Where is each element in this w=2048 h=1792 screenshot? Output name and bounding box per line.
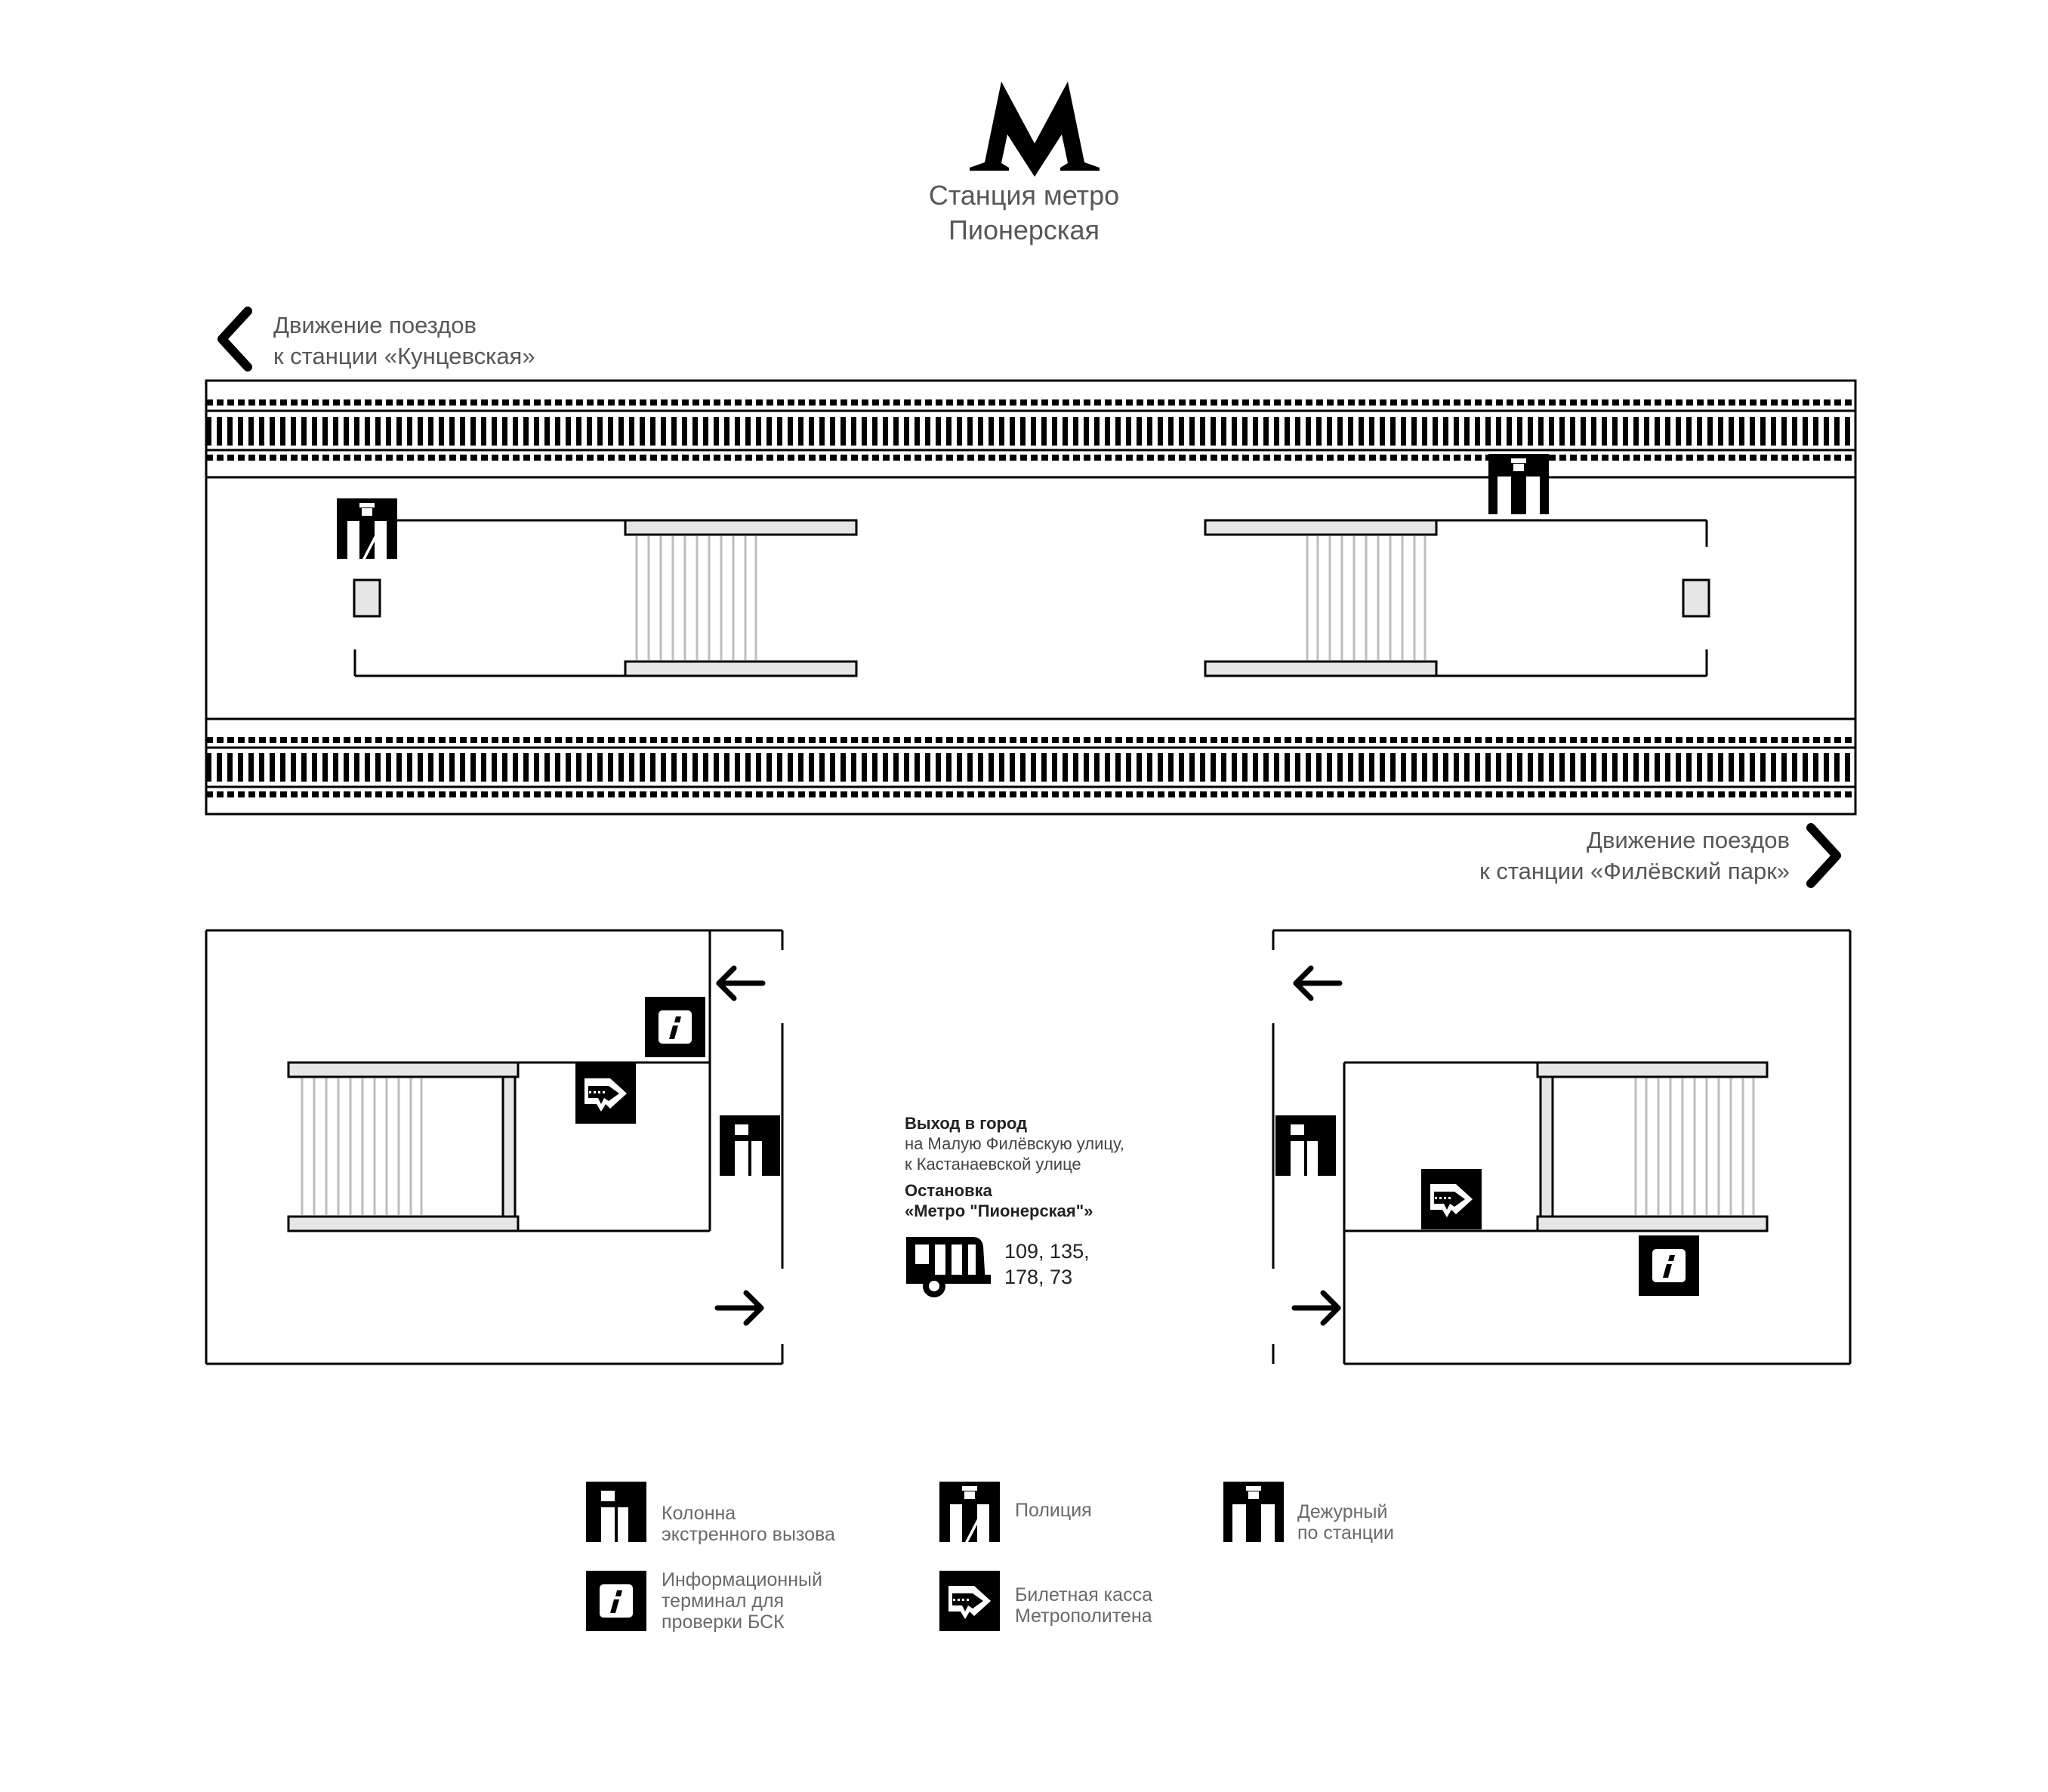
bus-routes-line2: 178, 73 — [1004, 1266, 1073, 1288]
direction-west-line1: Движение поездов — [273, 312, 477, 338]
station-title-line1: Станция метро — [928, 180, 1120, 211]
info-terminal-icon — [645, 997, 705, 1057]
legend-info-terminal-label — [662, 1569, 822, 1633]
legend-attendant-line1: Дежурный — [1297, 1501, 1388, 1522]
track-south — [206, 740, 1855, 794]
emergency-call-icon — [720, 1115, 780, 1176]
exit-info — [905, 1113, 1177, 1221]
direction-west-label — [273, 310, 535, 372]
escalator-west — [625, 520, 856, 676]
legend-attendant-line2: по станции — [1297, 1522, 1395, 1544]
legend-info-terminal-line1: Информационный — [662, 1569, 822, 1590]
direction-west-line2: к станции «Кунцевская» — [273, 343, 535, 369]
bus-stop-label: Остановка — [905, 1181, 992, 1200]
direction-east-label — [1479, 825, 1790, 887]
bus-routes-line1: 109, 135, — [1004, 1240, 1090, 1263]
bus-icon — [906, 1237, 991, 1297]
platform-outline — [355, 520, 1707, 676]
arrow-left-icon — [719, 968, 763, 998]
platform-frame — [206, 381, 1855, 814]
exit-line1: на Малую Филёвскую улицу, — [905, 1134, 1124, 1153]
legend-police-line1: Полиция — [1015, 1500, 1092, 1521]
info-terminal-icon — [1639, 1235, 1699, 1296]
legend-police-label — [1015, 1500, 1092, 1521]
legend-emergency-line1: Колонна — [662, 1503, 736, 1524]
ticket-office-icon — [1421, 1169, 1482, 1229]
escalator-east — [1205, 520, 1436, 676]
chevron-right-icon — [1811, 828, 1837, 884]
legend-ticket-office-line2: Метрополитена — [1015, 1605, 1152, 1627]
legend-emergency-icon — [586, 1482, 646, 1542]
bus-routes — [1004, 1238, 1090, 1290]
arrow-right-icon — [717, 1293, 761, 1323]
escalator-west-vestibule — [288, 1063, 518, 1231]
legend-emergency-label — [662, 1503, 835, 1545]
column — [1683, 580, 1709, 616]
arrow-right-icon — [1294, 1293, 1338, 1323]
legend-info-terminal-line3: проверки БСК — [662, 1612, 785, 1633]
legend-attendant-label — [1297, 1501, 1394, 1544]
legend-police-icon — [939, 1482, 1000, 1542]
exit-line2: к Кастанаевской улице — [905, 1155, 1081, 1174]
direction-east-line2: к станции «Филёвский парк» — [1479, 858, 1790, 884]
police-icon — [337, 498, 397, 559]
station-title — [797, 178, 1251, 248]
column — [354, 580, 380, 616]
emergency-call-icon — [1275, 1115, 1336, 1176]
exit-title: Выход в город — [905, 1114, 1028, 1133]
direction-east-line1: Движение поездов — [1587, 827, 1790, 853]
legend-emergency-line2: экстренного вызова — [662, 1524, 835, 1545]
vestibule-west — [206, 930, 782, 1364]
escalator-east-vestibule — [1538, 1063, 1767, 1231]
legend-info-terminal-icon — [586, 1571, 646, 1631]
station-title-line2: Пионерская — [948, 214, 1100, 245]
station-attendant-icon — [1488, 454, 1549, 514]
bus-stop-name: «Метро "Пионерская"» — [905, 1201, 1093, 1220]
metro-logo-icon — [970, 82, 1100, 177]
chevron-left-icon — [222, 311, 248, 367]
track-north — [206, 403, 1855, 458]
ticket-office-icon — [575, 1063, 636, 1124]
vestibule-east — [1273, 930, 1850, 1364]
arrow-left-icon — [1296, 968, 1340, 998]
legend-ticket-office-icon — [939, 1571, 1000, 1631]
legend-ticket-office-line1: Билетная касса — [1015, 1584, 1152, 1605]
legend-info-terminal-line2: терминал для — [662, 1590, 785, 1612]
legend-ticket-office-label — [1015, 1584, 1152, 1627]
legend-attendant-icon — [1223, 1482, 1284, 1542]
